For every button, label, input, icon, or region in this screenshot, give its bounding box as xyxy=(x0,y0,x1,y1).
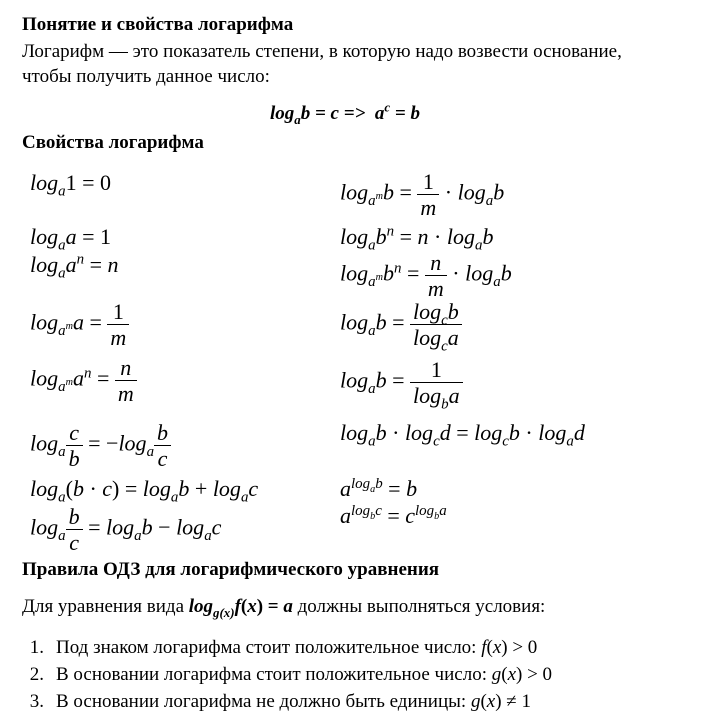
condition-item xyxy=(12,661,552,688)
formula-log-base-m: $\log_{a^m}a$ = $\frac{1}{m}$ xyxy=(30,300,129,349)
definition-formula: $\log_ab = c => a^c = b$ xyxy=(270,99,420,127)
formula-basic-identity: $a^{log_ab} = b$ xyxy=(340,475,418,501)
condition-item xyxy=(12,688,552,715)
condition-formula: g(x) > 0 xyxy=(491,664,553,685)
formula-log-power-base-power: $\log_{a^m}b^n$ = $\frac{n}{m}$ · $\log_ab$ xyxy=(340,250,512,302)
condition-text: В основании логарифма не должно быть единицы: xyxy=(56,691,467,712)
formula-log-inverse-fraction: $\log_a$ $\frac{c}{b}$ = $-\log_a$ $\frac{b}{c}$ xyxy=(30,421,171,470)
odz-lead-after: должны выполняться условия: xyxy=(297,596,546,617)
formula-log-base-m-power: $\log_{a^m}a^n$ = $\frac{n}{m}$ xyxy=(30,356,137,405)
condition-formula: f(x) > 0 xyxy=(481,637,538,658)
page-title: Понятие и свойства логарифма xyxy=(22,14,294,35)
formula-log-swap: $\log_ab \cdot \log_cd = \log_cb \cdot \log_ad$ xyxy=(340,420,585,450)
condition-item xyxy=(12,634,552,661)
formula-change-base-power: $\log_{a^m}b$ = $\frac{1}{m}$ · $\log_ab$ xyxy=(340,169,505,221)
condition-text: В основании логарифма стоит положительное число: xyxy=(56,664,487,685)
properties-title: Свойства логарифма xyxy=(22,132,204,153)
formula-log-one: $\log_a1 = 0$ xyxy=(30,170,112,200)
formula-log-base: $\log_aa = 1$ xyxy=(30,224,112,254)
formula-reciprocal: $\log_ab$ = $\frac{1}{\log_ba}$ xyxy=(340,358,463,407)
conditions-list xyxy=(12,634,552,715)
odz-lead-before: Для уравнения вида xyxy=(22,596,185,617)
formula-log-power: $\log_ab^n = n \cdot \log_ab$ xyxy=(340,223,494,254)
condition-text: Под знаком логарифма стоит положительное число: xyxy=(56,637,477,658)
formula-log-base-power: $\log_aa^n = n$ xyxy=(30,251,119,282)
condition-number: 1. xyxy=(29,637,44,658)
condition-formula: g(x) ≠ 1 xyxy=(470,691,531,712)
condition-number: 2. xyxy=(29,664,44,685)
definition-line-2: чтобы получить данное число: xyxy=(22,66,270,87)
formula-change-of-base: $\log_ab$ = $\frac{\log_cb}{\log_ca}$ xyxy=(340,300,462,349)
odz-title: Правила ОДЗ для логарифмического уравнения xyxy=(22,559,440,580)
odz-equation: $\log_{g(x)}f(x) = a$ xyxy=(188,596,293,620)
condition-number: 3. xyxy=(29,691,44,712)
definition-line-1: Логарифм — это показатель степени, в которую надо возвести основание, xyxy=(22,41,622,62)
formula-exponent-swap: $a^{log_bc} = c^{log_ba}$ xyxy=(340,502,447,528)
odz-lead xyxy=(22,596,545,618)
formula-log-quotient: $\log_a$ $\frac{b}{c}$ = $\log_ab - \log_ac$ xyxy=(30,504,222,556)
formula-log-product: $\log_a(b \cdot c) = \log_ab + \log_ac$ xyxy=(30,476,259,506)
